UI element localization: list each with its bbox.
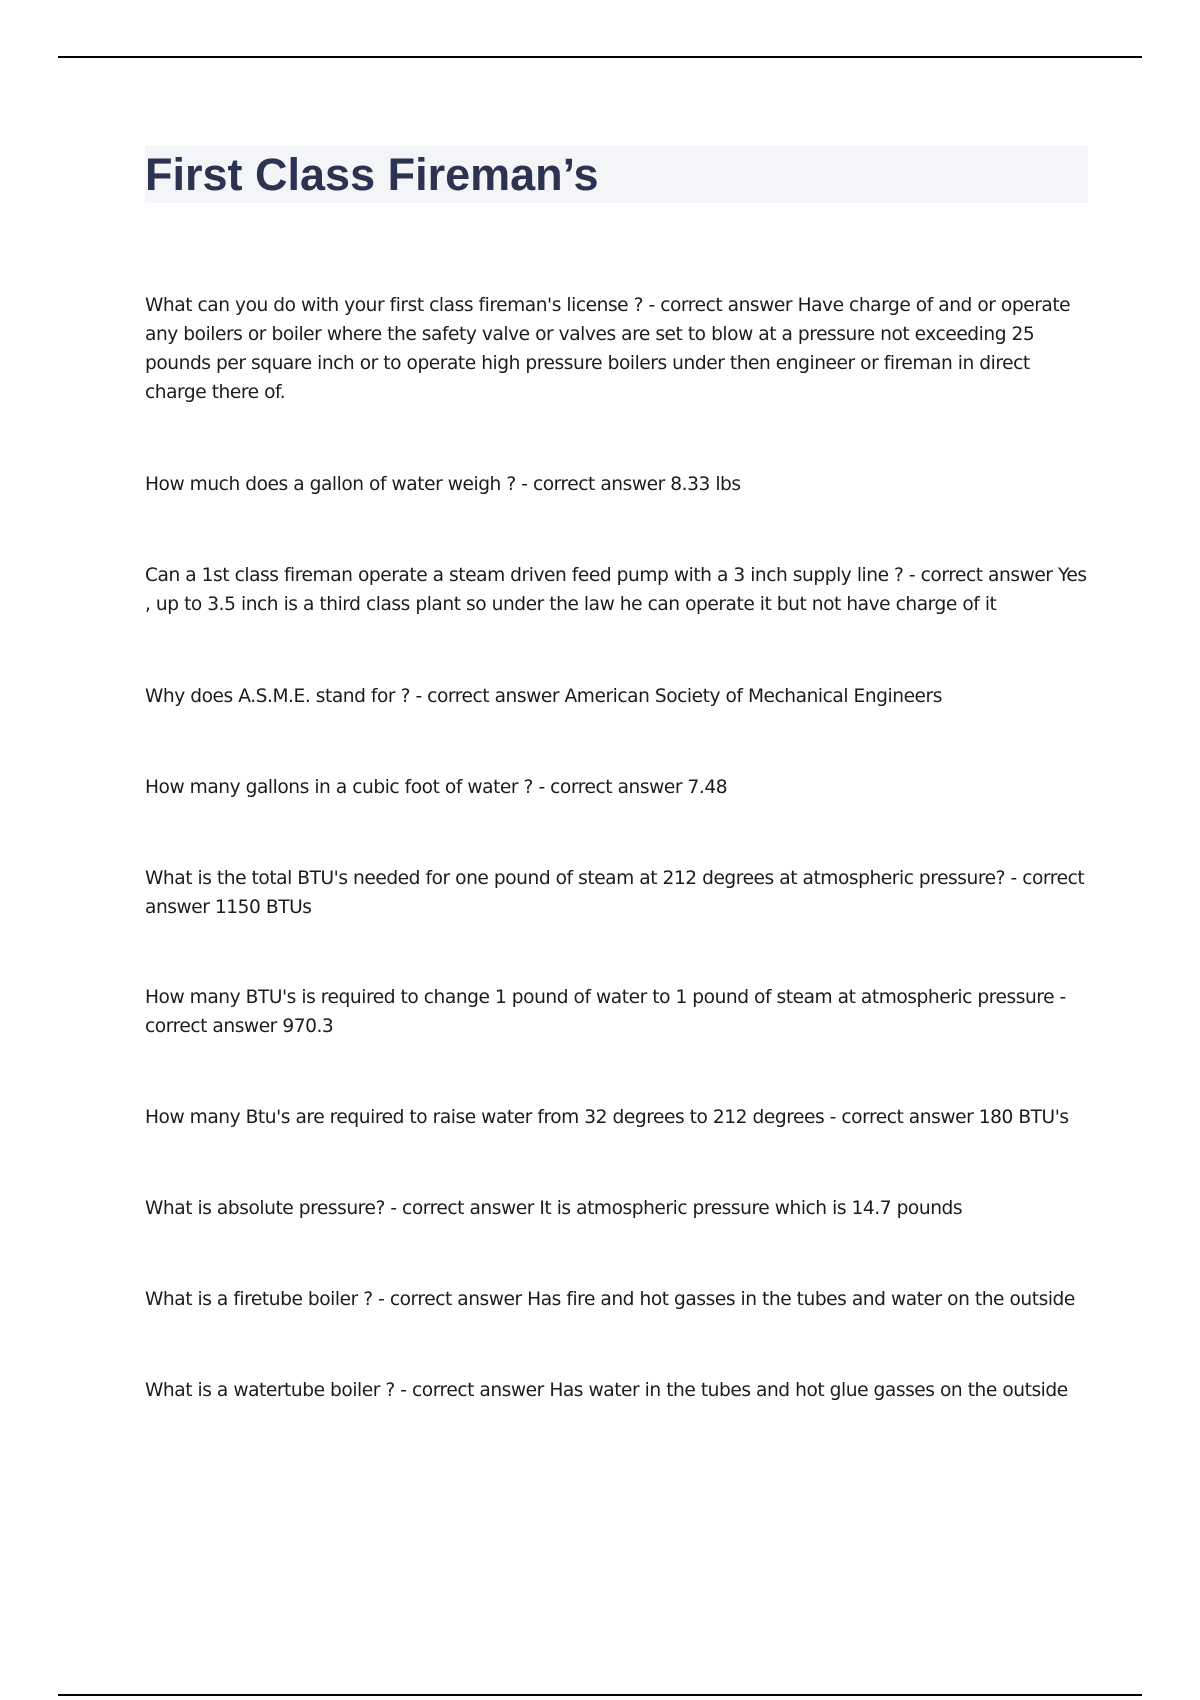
qa-item: How many Btu's are required to raise water from 32 degrees to 212 degrees - correct answer 180 BTU's <box>145 1107 1069 1128</box>
qa-item: What is absolute pressure? - correct answer It is atmospheric pressure which is 14.7 pounds <box>145 1198 963 1219</box>
qa-item: Can a 1st class fireman operate a steam driven feed pump with a 3 inch supply line ? - correct answer Yes , up to 3.5 inch is a third class plant so under the law he can operate it but not have charge of it <box>145 565 1087 615</box>
qa-item: How many BTU's is required to change 1 pound of water to 1 pound of steam at atmospheric pressure - correct answer 970.3 <box>145 987 1066 1037</box>
qa-item: How much does a gallon of water weigh ? - correct answer 8.33 lbs <box>145 474 741 495</box>
title-banner <box>145 146 1088 203</box>
qa-item: What is a watertube boiler ? - correct answer Has water in the tubes and hot glue gasses on the outside <box>145 1380 1068 1401</box>
qa-item: What can you do with your first class fireman's license ? - correct answer Have charge of and or operate any boilers or boiler where the safety valve or valves are set to blow at a pressure not exceeding 25 pounds per square inch or to operate high pressure boilers under then engineer or fireman in direct charge there of. <box>145 295 1071 403</box>
qa-item: Why does A.S.M.E. stand for ? - correct answer American Society of Mechanical Engineers <box>145 686 942 707</box>
top-divider-line <box>58 56 1142 58</box>
qa-item: How many gallons in a cubic foot of water ? - correct answer 7.48 <box>145 777 728 798</box>
qa-item: What is a firetube boiler ? - correct answer Has fire and hot gasses in the tubes and water on the outside <box>145 1289 1075 1310</box>
bottom-divider-line <box>58 1694 1142 1696</box>
page-title: First Class Fireman’s <box>145 149 599 200</box>
qa-item: What is the total BTU's needed for one pound of steam at 212 degrees at atmospheric pressure? - correct answer 1150 BTUs <box>145 868 1085 918</box>
